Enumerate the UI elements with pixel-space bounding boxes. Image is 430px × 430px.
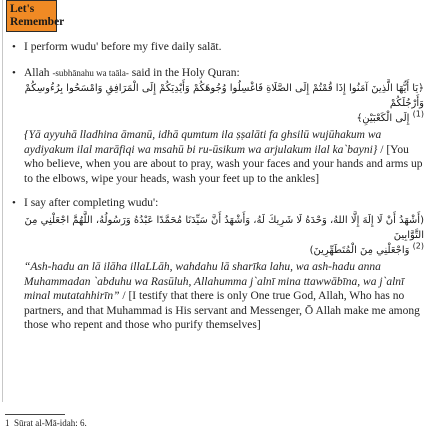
quran-verse-arabic <box>24 81 424 126</box>
footnote-text: Sūrat al-Mā-idah: 6. <box>14 418 87 428</box>
dua-translation <box>24 260 424 333</box>
dua-arabic <box>24 213 424 258</box>
arabic-line-1: ﴿يَا أَيُّهَا الَّذِينَ آمَنُوا إِذَا قُمْتُمْ إِلَى الصَّلَاةِ فَاغْسِلُوا وُجُوهَكُمْ وَأَيْدِيَكُمْ إِلَى الْمَرَافِقِ وَامْسَحُوا بِرُءُوسِكُمْ وَأَرْجُلَكُمْ <box>24 83 424 109</box>
bullet-icon: • <box>12 67 16 79</box>
transliteration: {Yā ayyuhā lladhina āmanū, idhā qumtum ila ṣṣalāti fa ghsilū wujūhakum wa aydiyakum ilal marāfiqi wa msahū bi ru-ūsikum wa arjulakum ilal ka`bayni} <box>24 129 382 156</box>
intro-text-small: -subhānahu wa taāla- <box>52 68 129 78</box>
arabic-line-1: (أَشْهَدُ أَنْ لَا إِلَهَ إِلَّا اللهُ، وَحْدَهُ لَا شَرِيكَ لَهُ، وَأَشْهَدُ أَنَّ سَيِّدَنَا مُحَمَّدًا عَبْدُهُ وَرَسُولُهُ، اللَّهُمَّ اجْعَلْنِي مِنَ التَّوَّابِينَ <box>24 215 424 241</box>
meaning: / [I testify that there is only One true God, Allah, Who has no partners, and that Muhammad is His servant and Messenger, Ō Allah make me among those who repent and those who purify themselves] <box>24 290 420 331</box>
item-intro <box>24 66 424 81</box>
footnote-ref-1: (1) <box>412 109 424 119</box>
margin-rule <box>2 0 3 402</box>
item-text: I perform wudu' before my five daily salāt. <box>24 41 222 53</box>
intro-text-a: Allah <box>24 67 53 79</box>
transliteration: “Ash-hadu an lā ilāha illaLLāh, wahdahu lā sharīka lahu, wa ash-hadu anna Muhammadan `abduhu wa Rasūluh, Allahumma j`alnī mina ttawwābīna, wa j`alnī minal mutatahhirīn” <box>24 261 405 302</box>
list-item-quran <box>12 66 424 186</box>
quran-verse-translation <box>24 128 424 186</box>
item-intro: I say after completing wudu': <box>24 197 159 209</box>
footnote-number: 1 <box>5 418 10 428</box>
badge-line-2: Remember <box>10 16 65 28</box>
footnote <box>5 418 87 428</box>
meaning: / [You who believe, when you are about to pray, wash your faces and your hands and arms up to the elbows, wipe your heads, wash your feet up to the ankles] <box>24 143 423 185</box>
lets-remember-badge <box>6 0 65 32</box>
footnote-divider <box>5 414 65 415</box>
arabic-line-2-text: وَاجْعَلْنِي مِنَ الْمُتَطَهِّرِينَ) <box>309 245 410 256</box>
list-item-wudu <box>12 40 424 55</box>
intro-text-b: said in the Holy Quran: <box>128 67 240 79</box>
arabic-line-2 <box>24 111 424 126</box>
arabic-line-2-text: إِلَى الْكَعْبَيْنِ﴾ <box>356 113 410 124</box>
footnote-ref-2: (2) <box>412 241 424 251</box>
arabic-line-2 <box>24 243 424 258</box>
badge-line-1: Let's <box>10 3 35 15</box>
bullet-icon: • <box>12 197 16 209</box>
bullet-icon: • <box>12 41 16 53</box>
list-item-dua <box>12 196 424 333</box>
